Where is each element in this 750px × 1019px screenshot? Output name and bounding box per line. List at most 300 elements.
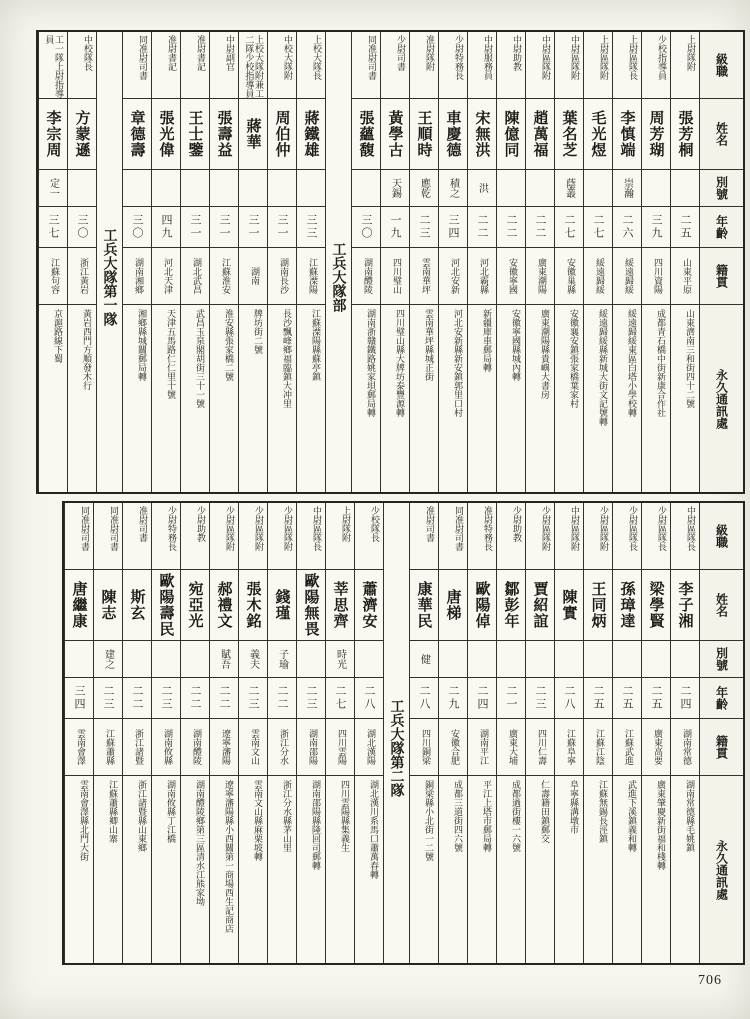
person-alias-cell — [526, 170, 554, 207]
person-rank-cell: 上尉隊附 — [326, 503, 354, 570]
person-address-cell: 江蘇溧陽縣蘇亭鎮 — [310, 309, 320, 381]
person-rank-cell: 同准尉司書 — [439, 503, 467, 570]
person-origin-cell: 湖南醴陵 — [181, 719, 209, 776]
page-number: 706 — [698, 973, 722, 988]
person-alias-cell: 建之 — [94, 641, 122, 678]
person-name-cell: 歐陽無畏 — [297, 570, 325, 641]
person-alias-cell: 蔭叢 — [555, 170, 583, 207]
person-name-cell: 張蘊馥 — [352, 99, 380, 170]
person-address-cell: 湖南攸縣丁江橋 — [165, 780, 175, 843]
person-origin-cell: 江蘇淮安 — [210, 248, 238, 305]
person-column — [641, 32, 670, 492]
person-name-cell: 歐陽壽民 — [152, 570, 180, 641]
person-column — [554, 503, 583, 963]
person-alias-cell — [352, 170, 380, 207]
person-alias-cell — [152, 641, 180, 678]
person-name-cell: 李子湘 — [671, 570, 699, 641]
person-address-cell: 銅梁縣小北街一二號 — [423, 780, 433, 861]
field-labels-column — [699, 32, 743, 492]
person-rank-cell: 少校隊長 — [355, 503, 383, 570]
person-rank-cell: 中尉區隊長 — [671, 503, 699, 570]
person-origin-cell: 安徽巢縣 — [555, 248, 583, 305]
person-name-cell: 陳億同 — [497, 99, 525, 170]
person-origin-cell: 湖南 — [239, 248, 267, 305]
person-address-cell: 黃岩西門方順發木行 — [81, 309, 91, 390]
person-name-cell: 車慶德 — [439, 99, 467, 170]
person-age-cell: 一九 — [381, 207, 409, 248]
person-rank-cell: 上校大隊長 — [297, 32, 325, 99]
person-column — [467, 32, 496, 492]
person-alias-cell — [268, 170, 296, 207]
person-address-cell: 江蘇無錫長涇鎮 — [597, 780, 607, 843]
person-rank-cell: 上尉隊附 — [671, 32, 699, 99]
person-rank-cell: 少尉特務長 — [152, 503, 180, 570]
person-rank-cell: 准尉書記 — [181, 32, 209, 99]
person-column — [238, 32, 267, 492]
field-label: 年齡 — [700, 207, 743, 248]
person-alias-cell — [68, 170, 96, 207]
person-alias-cell: 定一 — [39, 170, 67, 207]
person-age-cell: 二五 — [642, 678, 670, 719]
person-column — [325, 503, 354, 963]
person-alias-cell — [152, 170, 180, 207]
person-column — [122, 503, 151, 963]
person-rank-cell: 少尉區隊附 — [239, 503, 267, 570]
roster-table-bottom — [62, 501, 745, 965]
person-name-cell: 周伯仲 — [268, 99, 296, 170]
person-rank-cell: 中校隊長 — [68, 32, 96, 99]
person-rank-cell: 准尉司書 — [410, 503, 438, 570]
person-rank-cell: 中尉服務員 — [468, 32, 496, 99]
person-rank-cell: 少尉區隊附 — [210, 503, 238, 570]
person-name-cell: 錢瑾 — [268, 570, 296, 641]
person-origin-cell: 綏遠歸綏 — [613, 248, 641, 305]
person-age-cell: 三一 — [239, 207, 267, 248]
person-age-cell: 二三 — [152, 678, 180, 719]
person-origin-cell: 浙江分水 — [268, 719, 296, 776]
person-address-cell: 成都過街樓一六號 — [510, 780, 520, 852]
person-alias-cell: 應乾 — [410, 170, 438, 207]
person-column — [151, 503, 180, 963]
person-column — [670, 32, 699, 492]
person-age-cell: 二八 — [410, 678, 438, 719]
person-name-cell: 斯玄 — [123, 570, 151, 641]
person-origin-cell: 廣東大埔 — [497, 719, 525, 776]
person-rank-cell: 少尉特務長 — [439, 32, 467, 99]
person-alias-cell — [613, 641, 641, 678]
person-rank-cell: 中尉區隊附 — [555, 32, 583, 99]
person-address-cell: 廣東潮陽縣貴嶼大書房 — [539, 309, 549, 399]
person-address-cell: 浙江諸暨縣山東鄉 — [136, 780, 146, 852]
person-address-cell: 浙江分水縣茅山里 — [281, 780, 291, 852]
person-age-cell: 二七 — [555, 207, 583, 248]
person-alias-cell — [181, 170, 209, 207]
person-column — [438, 32, 467, 492]
person-column — [351, 32, 380, 492]
person-alias-cell: 積之 — [439, 170, 467, 207]
person-name-cell: 唐梯 — [439, 570, 467, 641]
person-rank-cell: 上校大隊附兼工二隊少校指導員 — [239, 32, 267, 99]
person-age-cell: 四九 — [152, 207, 180, 248]
field-label: 別號 — [700, 641, 743, 678]
person-name-cell: 毛光煜 — [584, 99, 612, 170]
person-age-cell: 二八 — [355, 678, 383, 719]
field-label: 姓名 — [700, 99, 743, 170]
person-name-cell: 宋無洪 — [468, 99, 496, 170]
person-column — [612, 32, 641, 492]
person-column — [209, 503, 238, 963]
person-rank-cell: 少尉區隊附 — [584, 503, 612, 570]
person-alias-cell — [671, 641, 699, 678]
unit-label: 工兵大隊第一隊 — [101, 228, 118, 326]
person-origin-cell: 河北天津 — [152, 248, 180, 305]
person-column — [296, 503, 325, 963]
person-age-cell: 三一 — [268, 207, 296, 248]
person-alias-cell — [497, 170, 525, 207]
person-name-cell: 王同炳 — [584, 570, 612, 641]
person-name-cell: 趙萬福 — [526, 99, 554, 170]
roster-table-top — [36, 30, 745, 494]
person-column — [438, 503, 467, 963]
person-origin-cell: 廣東高要 — [642, 719, 670, 776]
person-origin-cell: 綏遠歸綏 — [584, 248, 612, 305]
person-origin-cell: 湖南攸縣 — [152, 719, 180, 776]
person-name-cell: 李宗周 — [39, 99, 67, 170]
person-alias-cell — [526, 641, 554, 678]
person-address-cell: 綏遠歸綏縣新城大街文記號轉 — [597, 309, 607, 426]
person-alias-cell — [439, 641, 467, 678]
person-alias-cell — [297, 641, 325, 678]
person-column — [409, 32, 438, 492]
person-age-cell: 二二 — [181, 678, 209, 719]
person-alias-cell — [123, 641, 151, 678]
person-name-cell: 歐陽倬 — [468, 570, 496, 641]
person-column — [554, 32, 583, 492]
person-rank-cell: 中校大隊附 — [268, 32, 296, 99]
person-name-cell: 郝禮文 — [210, 570, 238, 641]
person-alias-cell — [642, 170, 670, 207]
person-column — [409, 503, 438, 963]
person-name-cell: 張芳桐 — [671, 99, 699, 170]
person-column — [354, 503, 383, 963]
person-age-cell: 二八 — [555, 678, 583, 719]
person-rank-cell: 少校指導員 — [642, 32, 670, 99]
person-alias-cell — [584, 641, 612, 678]
person-rank-cell: 同准尉司書 — [65, 503, 93, 570]
person-column — [93, 503, 122, 963]
person-name-cell: 章德壽 — [123, 99, 151, 170]
unit-label-column — [96, 32, 122, 492]
person-age-cell: 二二 — [210, 678, 238, 719]
person-address-cell: 長沙飄峰鄉福臨鎮大冲里 — [281, 309, 291, 408]
person-origin-cell: 河北安新 — [439, 248, 467, 305]
person-address-cell: 武昌玉泉閣胡街三十一號 — [194, 309, 204, 408]
person-column — [38, 32, 67, 492]
person-origin-cell: 湖南湘鄉 — [123, 248, 151, 305]
person-address-cell: 阜寧縣溝墩市 — [568, 780, 578, 834]
person-origin-cell: 四川仁壽 — [526, 719, 554, 776]
person-age-cell: 二五 — [584, 678, 612, 719]
person-address-cell: 雲南文山縣麻栗坡轉 — [252, 780, 262, 861]
person-rank-cell: 中尉助教 — [497, 32, 525, 99]
field-label: 永久通訊處 — [714, 368, 729, 429]
person-rank-cell: 中尉區隊長 — [297, 503, 325, 570]
person-address-cell: 安徽寧國縣城內轉 — [510, 309, 520, 381]
person-address-cell: 湖南邵陽縣隆回司郵轉 — [310, 780, 320, 870]
person-origin-cell: 江蘇蕭縣 — [94, 719, 122, 776]
person-column — [238, 503, 267, 963]
person-age-cell: 二七 — [326, 678, 354, 719]
person-address-cell: 武進下溪鎮義和轉 — [626, 780, 636, 852]
person-rank-cell: 少尉區隊附 — [268, 503, 296, 570]
person-name-cell: 蔣華 — [239, 99, 267, 170]
person-address-cell: 平江上塔市郵局轉 — [481, 780, 491, 852]
person-origin-cell: 浙江黃岩 — [68, 248, 96, 305]
person-address-cell: 湖南浙贛鐵路姚家垻郵局轉 — [365, 309, 375, 417]
person-rank-cell: 准尉隊附 — [410, 32, 438, 99]
person-origin-cell: 江蘇溧陽 — [297, 248, 325, 305]
person-address-cell: 河北安新縣新安鎮郭里口村 — [452, 309, 462, 417]
person-rank-cell: 中尉區隊附 — [526, 32, 554, 99]
person-name-cell: 張光偉 — [152, 99, 180, 170]
person-name-cell: 宛亞光 — [181, 570, 209, 641]
person-rank-cell: 少尉區隊長 — [642, 503, 670, 570]
person-age-cell: 二四 — [468, 678, 496, 719]
person-name-cell: 張壽益 — [210, 99, 238, 170]
person-origin-cell: 河北霸縣 — [468, 248, 496, 305]
person-column — [496, 32, 525, 492]
person-address-cell: 湘鄉縣城關郵局轉 — [136, 309, 146, 381]
person-name-cell: 康華民 — [410, 570, 438, 641]
person-name-cell: 孫璋達 — [613, 570, 641, 641]
person-age-cell: 二七 — [584, 207, 612, 248]
person-column — [296, 32, 325, 492]
person-rank-cell: 准尉司書 — [123, 503, 151, 570]
person-name-cell: 鄒彭年 — [497, 570, 525, 641]
person-age-cell: 二二 — [268, 678, 296, 719]
person-name-cell: 陳志 — [94, 570, 122, 641]
person-address-cell: 新疆庫車郵局轉 — [481, 309, 491, 372]
person-rank-cell: 少尉助教 — [181, 503, 209, 570]
person-name-cell: 李慎端 — [613, 99, 641, 170]
person-origin-cell: 湖南醴陵 — [352, 248, 380, 305]
person-origin-cell: 雲南華坪 — [410, 248, 438, 305]
person-column — [267, 32, 296, 492]
person-rank-cell: 上尉區隊長 — [613, 32, 641, 99]
person-alias-cell — [468, 641, 496, 678]
person-age-cell: 三七 — [39, 207, 67, 248]
person-alias-cell — [65, 641, 93, 678]
person-name-cell: 方蒙遜 — [68, 99, 96, 170]
person-column — [670, 503, 699, 963]
person-origin-cell: 江蘇江陰 — [584, 719, 612, 776]
person-origin-cell: 江蘇阜寧 — [555, 719, 583, 776]
person-address-cell: 湖南醴陵鄉第三區清水江熊家坳 — [194, 780, 204, 906]
person-origin-cell: 遼寧瀋陽 — [210, 719, 238, 776]
person-alias-cell — [181, 641, 209, 678]
person-alias-cell: 賦吾 — [210, 641, 238, 678]
person-origin-cell: 湖南長沙 — [268, 248, 296, 305]
person-age-cell: 二二 — [497, 207, 525, 248]
person-origin-cell: 湖南邵陽 — [297, 719, 325, 776]
person-alias-cell: 洪 — [468, 170, 496, 207]
person-alias-cell: 時光 — [326, 641, 354, 678]
person-name-cell: 莘思齊 — [326, 570, 354, 641]
person-rank-cell: 少尉區隊長 — [613, 503, 641, 570]
person-name-cell: 王順時 — [410, 99, 438, 170]
field-label: 級職 — [700, 32, 743, 99]
field-label: 別號 — [700, 170, 743, 207]
person-alias-cell — [239, 170, 267, 207]
person-name-cell: 張木銘 — [239, 570, 267, 641]
field-label: 永久通訊處 — [714, 839, 729, 900]
person-name-cell: 梁學賢 — [642, 570, 670, 641]
person-origin-cell: 廣東潮陽 — [526, 248, 554, 305]
person-name-cell: 蔣鐵雄 — [297, 99, 325, 170]
person-name-cell: 唐繼康 — [65, 570, 93, 641]
person-age-cell: 三四 — [439, 207, 467, 248]
person-address-cell: 天津五馬路仁仁里十號 — [165, 309, 175, 399]
person-column — [122, 32, 151, 492]
person-age-cell: 三九 — [642, 207, 670, 248]
person-origin-cell: 四川銅梁 — [410, 719, 438, 776]
person-rank-cell: 准尉特務長 — [468, 503, 496, 570]
person-column — [612, 503, 641, 963]
person-name-cell: 王士鑒 — [181, 99, 209, 170]
person-column — [496, 503, 525, 963]
person-origin-cell: 湖南常德 — [671, 719, 699, 776]
person-address-cell: 雲南會澤縣北門大街 — [78, 780, 88, 861]
person-column — [380, 32, 409, 492]
person-name-cell: 陳實 — [555, 570, 583, 641]
field-label: 年齡 — [700, 678, 743, 719]
person-origin-cell: 四川璧山 — [381, 248, 409, 305]
person-column — [67, 32, 96, 492]
person-column — [525, 503, 554, 963]
unit-label-column — [383, 503, 409, 963]
person-rank-cell: 准尉書記 — [152, 32, 180, 99]
person-alias-cell: 天錫 — [381, 170, 409, 207]
person-address-cell: 湖南常德縣毛姚鎮 — [684, 780, 694, 852]
person-rank-cell: 少尉區隊附 — [526, 503, 554, 570]
person-address-cell: 仁壽籍田鎮郵交 — [539, 780, 549, 843]
person-origin-cell: 湖北漢陽 — [355, 719, 383, 776]
person-alias-cell — [671, 170, 699, 207]
person-address-cell: 成都三道街四六號 — [452, 780, 462, 852]
person-origin-cell: 江蘇句容 — [39, 248, 67, 305]
person-rank-cell: 少尉助教 — [497, 503, 525, 570]
field-label: 籍貫 — [700, 248, 743, 305]
person-address-cell: 京滬路線下蜀 — [52, 309, 62, 363]
field-label: 籍貫 — [700, 719, 743, 776]
person-address-cell: 遼寧瀋陽縣小西關第一商場西生記商店 — [223, 780, 233, 933]
person-address-cell: 安徽襄安鎮張家橋葉家村 — [568, 309, 578, 408]
person-rank-cell: 中尉副官 — [210, 32, 238, 99]
person-rank-cell: 工一隊上尉指導員 — [39, 32, 67, 99]
unit-label-column — [325, 32, 351, 492]
person-column — [525, 32, 554, 492]
person-origin-cell: 雲南文山 — [239, 719, 267, 776]
person-column — [64, 503, 93, 963]
person-rank-cell: 中尉區隊附 — [555, 503, 583, 570]
person-alias-cell — [584, 170, 612, 207]
person-address-cell: 四川璧山縣大牌坊泰豐源轉 — [394, 309, 404, 417]
person-rank-cell: 上尉區隊附 — [584, 32, 612, 99]
person-address-cell: 廣東肇慶新街福和棧轉 — [655, 780, 665, 870]
person-age-cell: 二九 — [439, 678, 467, 719]
person-origin-cell: 浙江諸暨 — [123, 719, 151, 776]
person-name-cell: 葉名芝 — [555, 99, 583, 170]
person-alias-cell — [355, 641, 383, 678]
person-age-cell: 二三 — [526, 678, 554, 719]
person-age-cell: 二三 — [410, 207, 438, 248]
unit-label: 工兵大隊部 — [330, 242, 347, 312]
person-age-cell: 三〇 — [123, 207, 151, 248]
field-labels-column — [699, 503, 743, 963]
person-origin-cell: 安徽寧國 — [497, 248, 525, 305]
person-address-cell: 山東濟南三和街四十二號 — [684, 309, 694, 408]
person-origin-cell: 湖南平江 — [468, 719, 496, 776]
person-age-cell: 二五 — [613, 678, 641, 719]
person-address-cell: 江蘇蕭縣卿山寨 — [107, 780, 117, 843]
unit-label: 工兵大隊第二隊 — [388, 699, 405, 797]
person-origin-cell: 四川雲陽 — [326, 719, 354, 776]
person-age-cell: 二二 — [526, 207, 554, 248]
person-address-cell: 淮安縣張家橋二號 — [223, 309, 233, 381]
person-name-cell: 蕭濟安 — [355, 570, 383, 641]
person-column — [267, 503, 296, 963]
person-alias-cell: 健 — [410, 641, 438, 678]
person-age-cell: 三四 — [65, 678, 93, 719]
person-column — [180, 503, 209, 963]
field-label: 姓名 — [700, 570, 743, 641]
person-age-cell: 二一 — [497, 678, 525, 719]
person-alias-cell: 崇瀚 — [613, 170, 641, 207]
person-age-cell: 三三 — [297, 207, 325, 248]
person-age-cell: 二二 — [468, 207, 496, 248]
person-age-cell: 三〇 — [352, 207, 380, 248]
person-rank-cell: 同准尉司書 — [123, 32, 151, 99]
person-alias-cell — [123, 170, 151, 207]
person-alias-cell — [497, 641, 525, 678]
person-age-cell: 二三 — [297, 678, 325, 719]
person-column — [583, 32, 612, 492]
person-name-cell: 周芳瑚 — [642, 99, 670, 170]
person-origin-cell: 湖北武昌 — [181, 248, 209, 305]
person-origin-cell: 雲南會澤 — [65, 719, 93, 776]
person-address-cell: 四川雲陽縣集義生 — [339, 780, 349, 852]
person-column — [151, 32, 180, 492]
person-age-cell: 二三 — [239, 678, 267, 719]
field-label: 級職 — [700, 503, 743, 570]
person-column — [209, 32, 238, 492]
person-age-cell: 二六 — [613, 207, 641, 248]
person-address-cell: 綏遠歸綏東區白塔小學校轉 — [626, 309, 636, 417]
person-age-cell: 三一 — [181, 207, 209, 248]
person-origin-cell: 江蘇武進 — [613, 719, 641, 776]
person-column — [467, 503, 496, 963]
person-name-cell: 黃學古 — [381, 99, 409, 170]
person-alias-cell — [642, 641, 670, 678]
person-age-cell: 三〇 — [68, 207, 96, 248]
person-age-cell: 二二 — [123, 678, 151, 719]
person-column — [180, 32, 209, 492]
person-age-cell: 三一 — [210, 207, 238, 248]
person-rank-cell: 同准尉司書 — [352, 32, 380, 99]
person-alias-cell — [555, 641, 583, 678]
person-column — [583, 503, 612, 963]
person-origin-cell: 安徽合肥 — [439, 719, 467, 776]
